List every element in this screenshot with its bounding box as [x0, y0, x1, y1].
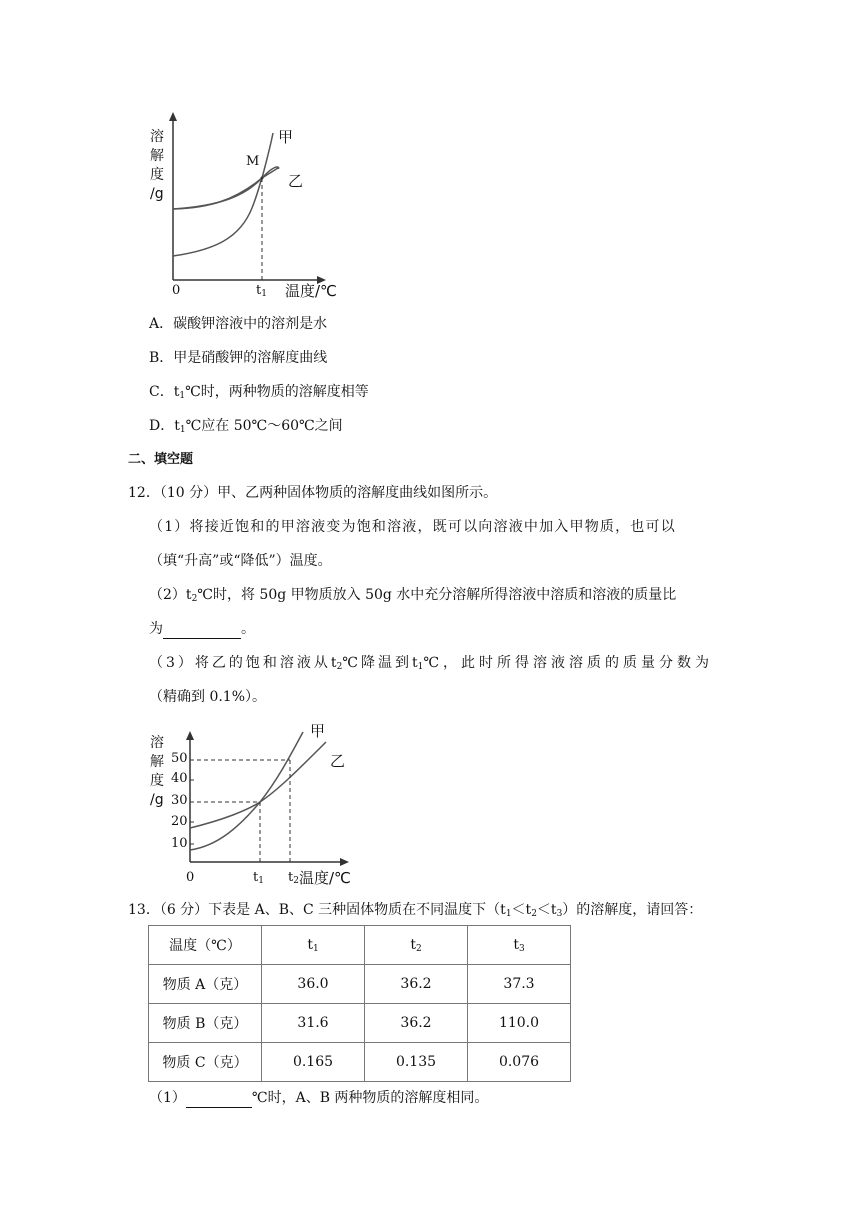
q12-part2-line1	[149, 585, 676, 609]
q12-part2-end: 。	[241, 621, 255, 637]
graph2-origin: 0	[186, 870, 195, 885]
q12-part3-t2: t	[330, 655, 337, 671]
option-c-text: ℃时，两种物质的溶解度相等	[185, 384, 369, 400]
graph1-curve-jia	[173, 133, 273, 256]
option-d	[149, 416, 343, 440]
option-c	[149, 382, 369, 406]
table-cell: 37.3	[468, 965, 571, 1004]
q13-stem-lt2: ＜t	[536, 902, 557, 918]
q12-stem: 12．（10 分）甲、乙两种固体物质的溶解度曲线如图所示。	[128, 485, 498, 501]
option-d-text: ℃应在 50℃～60℃之间	[185, 418, 343, 434]
table-cell: 0.165	[262, 1043, 365, 1082]
graph1-y-label-1: 溶	[150, 129, 164, 145]
q13-part1-pre: （1）	[149, 1090, 186, 1106]
q12-part3-line1	[149, 653, 729, 677]
graph2-curve-jia	[190, 732, 303, 850]
option-a-text: 碳酸钾溶液中的溶剂是水	[173, 316, 328, 332]
q13-stem-sub3: 3	[556, 909, 563, 919]
graph2-y-tick-20: 20	[171, 814, 188, 829]
q13-stem-sub1: 1	[505, 909, 512, 919]
graph2-curve-yi-label: 乙	[330, 752, 346, 770]
q13-part1	[149, 1088, 488, 1108]
graph1-x-label: 温度/℃	[285, 282, 337, 300]
graph2-y-tick-50: 50	[171, 751, 188, 766]
graph2-t2: $t_2$	[288, 870, 299, 886]
q12-part2-t: t	[185, 587, 192, 603]
table-cell: 0.076	[468, 1043, 571, 1082]
q12-part2-answer-blank[interactable]	[163, 622, 241, 639]
q12-part1-line2: （填“升高”或“降低”）温度。	[149, 553, 332, 569]
option-b-text: 甲是硝酸钾的溶解度曲线	[173, 350, 328, 366]
table-cell: 物质 C（克）	[149, 1043, 262, 1082]
graph2-y-arrow	[186, 731, 194, 740]
q12-part2-text: ℃时，将 50g 甲物质放入 50g 水中充分溶解所得溶液中溶质和溶液的质量比	[197, 587, 677, 603]
table-cell: 110.0	[468, 1004, 571, 1043]
graph2-y-label-4: /g	[150, 792, 164, 808]
table-row	[149, 1004, 571, 1043]
q13-stem-pre: 13．（6 分）下表是 A、B、C 三种固体物质在不同温度下（t	[128, 902, 506, 918]
option-a	[149, 314, 327, 334]
graph2-y-label	[150, 734, 170, 810]
graph1-origin: 0	[172, 283, 181, 298]
graph2-y-label-2: 解	[150, 754, 164, 770]
table-cell: 0.135	[365, 1043, 468, 1082]
graph2-curve-yi	[190, 742, 326, 828]
table-cell: 36.2	[365, 1004, 468, 1043]
q12-part2-line2-pre: 为	[149, 621, 163, 637]
solubility-table	[148, 925, 571, 1082]
graph1-y-label-3: 度	[150, 167, 164, 183]
graph2-y-label-3: 度	[150, 773, 164, 789]
option-c-t-sub: 1	[179, 391, 186, 401]
q13-part1-post: ℃时，A、B 两种物质的溶解度相同。	[251, 1090, 489, 1106]
table-cell: 物质 A（克）	[149, 965, 262, 1004]
table-cell: 36.2	[365, 965, 468, 1004]
q12-part3-t2-sub: 2	[336, 662, 343, 672]
q12-part3-t1-sub: 1	[417, 662, 424, 672]
q12-part3-pre: （3）将乙的饱和溶液从	[149, 655, 331, 671]
table-header-cell: $t_2$	[365, 926, 468, 965]
graph2-y-tick-40: 40	[171, 771, 188, 786]
graph1-t1: $t_1$	[256, 283, 267, 299]
q13-stem-sub2: 2	[531, 909, 537, 919]
table-header-cell: 温度（℃）	[149, 926, 262, 965]
q13-stem-lt1: ＜t	[511, 902, 532, 918]
q12-part3-left	[149, 653, 713, 677]
graph1-curve-yi-label: 乙	[288, 172, 304, 190]
q13-part1-answer-blank[interactable]	[186, 1091, 252, 1108]
table-cell: 物质 B（克）	[149, 1004, 262, 1043]
option-c-t: t	[173, 384, 180, 400]
q12-part3-post: ℃，此时所得溶液溶质的质量分数为	[423, 655, 714, 671]
graph1-y-label	[150, 128, 174, 204]
q12-part3-line2: （精确到 0.1%）。	[149, 689, 267, 705]
table-row	[149, 1043, 571, 1082]
graph1-y-label-4: /g	[150, 186, 164, 202]
table-cell: 31.6	[262, 1004, 365, 1043]
table-header-row	[149, 926, 571, 965]
solubility-graph-1	[140, 108, 370, 303]
graph2-x-label: 温度/℃	[299, 869, 351, 887]
graph2-x-arrow	[340, 858, 349, 866]
graph1-y-label-2: 解	[150, 148, 164, 164]
graph2-y-label-1: 溶	[150, 735, 164, 751]
q13-stem-post: ）的溶解度，请回答：	[562, 902, 703, 918]
graph2-y-tick-10: 10	[171, 836, 188, 851]
option-d-t-sub: 1	[179, 425, 186, 435]
graph2-y-tick-30: 30	[171, 793, 188, 808]
section-title: 二、填空题	[128, 452, 194, 467]
graph1-point-label: M	[246, 154, 260, 169]
graph1-curve-jia-label: 甲	[278, 128, 294, 146]
option-c-prefix: C．	[149, 384, 174, 400]
option-d-prefix: D．	[149, 418, 175, 434]
option-b-prefix: B．	[149, 350, 174, 366]
q12-part3-mid: ℃降温到	[342, 655, 412, 671]
q12-part2-pre: （2）	[149, 587, 186, 603]
graph1-point-m	[261, 177, 264, 180]
table-row	[149, 965, 571, 1004]
option-d-t: t	[174, 418, 180, 434]
table-cell: 36.0	[262, 965, 365, 1004]
q12-part2-line2	[149, 619, 255, 639]
q12-part1-line1: （1）将接近饱和的甲溶液变为饱和溶液，既可以向溶液中加入甲物质，也可以	[149, 519, 676, 535]
graph2-curve-jia-label: 甲	[310, 722, 326, 740]
graph1-y-arrow	[169, 112, 177, 121]
q12-part2-t-sub: 2	[191, 594, 198, 604]
option-a-prefix: A．	[149, 316, 174, 332]
option-b	[149, 348, 327, 368]
table-header-cell: $t_1$	[262, 926, 365, 965]
graph2-t1: $t_1$	[253, 870, 264, 886]
q13-stem	[128, 900, 702, 924]
table-header-cell: $t_3$	[468, 926, 571, 965]
q12-part3-t1: t	[411, 655, 418, 671]
graph1-axes	[173, 116, 322, 280]
